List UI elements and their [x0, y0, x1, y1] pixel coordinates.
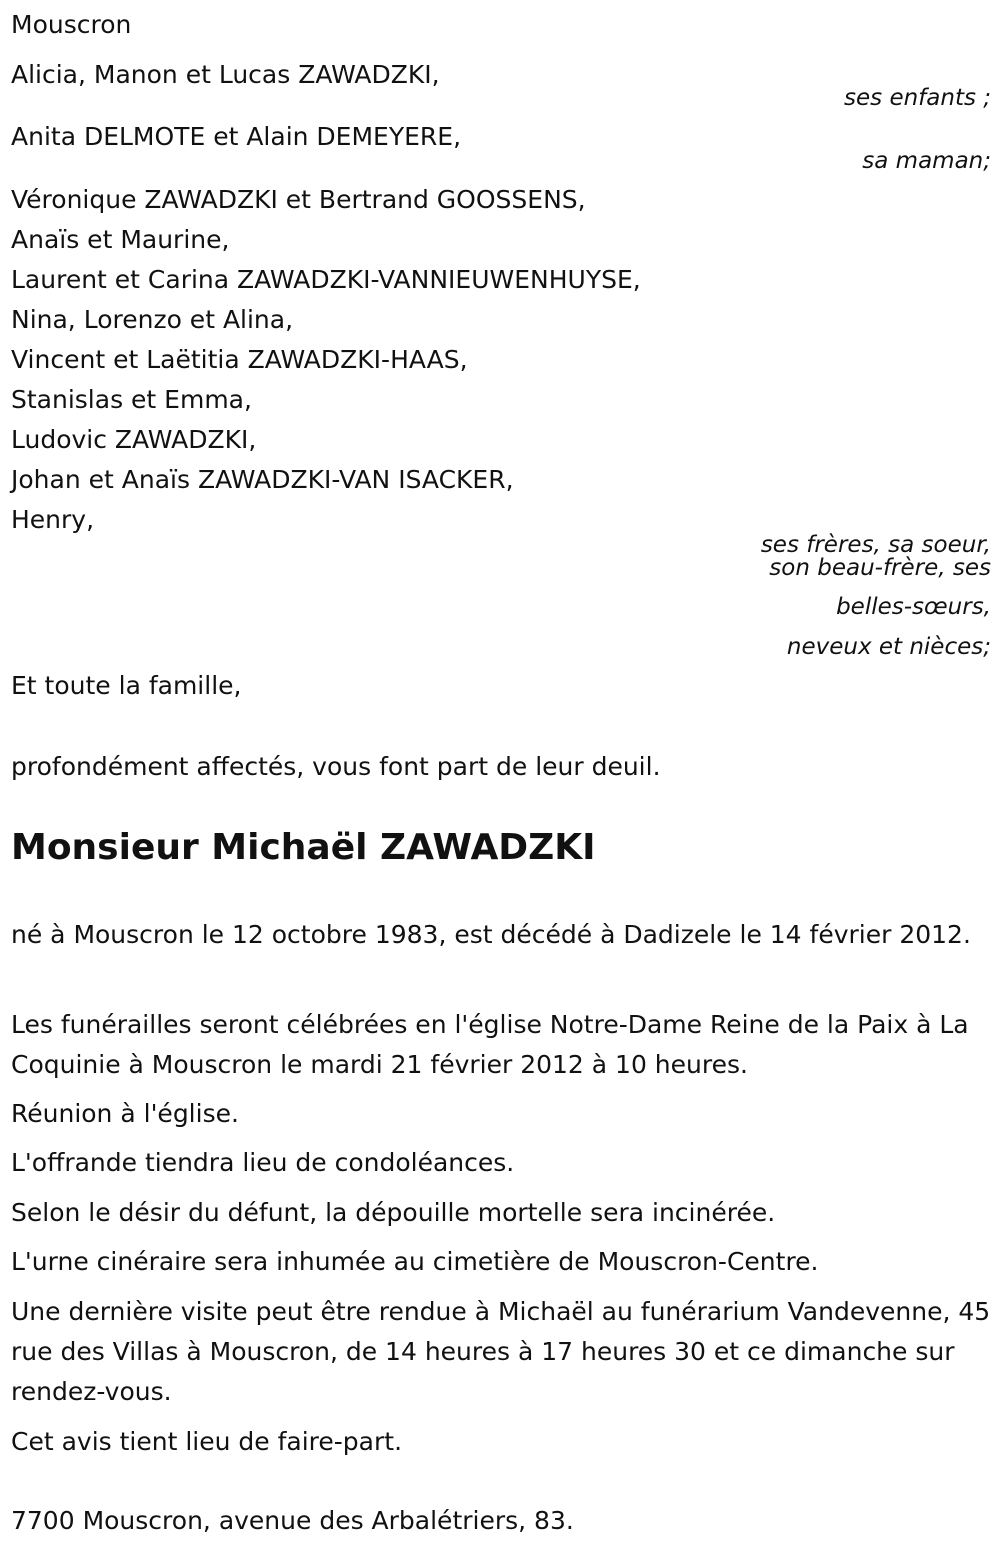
- sibling-line: Johan et Anaïs ZAWADZKI-VAN ISACKER,: [11, 465, 514, 494]
- children-names: Alicia, Manon et Lucas ZAWADZKI,: [11, 60, 440, 89]
- sibling-line: Vincent et Laëtitia ZAWADZKI-HAAS,: [11, 345, 468, 374]
- sibling-line: Laurent et Carina ZAWADZKI-VANNIEUWENHUYSE,: [11, 265, 641, 294]
- siblings-role: son beau-frère, ses: [769, 555, 991, 581]
- sibling-line: Henry,: [11, 505, 95, 534]
- sibling-line: Véronique ZAWADZKI et Bertrand GOOSSENS,: [11, 185, 586, 214]
- sibling-line: Anaïs et Maurine,: [11, 225, 230, 254]
- meeting-paragraph: Réunion à l'église.: [11, 1099, 239, 1128]
- visit-paragraph: Une dernière visite peut être rendue à Michaël au funérarium Vandevenne, 45 rue des Villas à Mouscron, de 14 heures à 17 heures 30 et ce dimanche sur rendez-vous.: [11, 1297, 991, 1406]
- sibling-line: Ludovic ZAWADZKI,: [11, 425, 257, 454]
- address-line: 7700 Mouscron, avenue des Arbalétriers, 83.: [11, 1506, 574, 1535]
- offering-paragraph: L'offrande tiendra lieu de condoléances.: [11, 1148, 515, 1177]
- deceased-name: Monsieur Michaël ZAWADZKI: [11, 827, 596, 868]
- siblings-role: ses frères, sa soeur,: [760, 532, 991, 558]
- notice-paragraph: Cet avis tient lieu de faire-part.: [11, 1427, 403, 1456]
- mother-role: sa maman;: [862, 148, 991, 174]
- urn-paragraph: L'urne cinéraire sera inhumée au cimetière de Mouscron-Centre.: [11, 1247, 819, 1276]
- siblings-role: belles-sœurs,: [836, 594, 991, 620]
- funeral-paragraph: Les funérailles seront célébrées en l'église Notre-Dame Reine de la Paix à La Coquinie à Mouscron le mardi 21 février 2012 à 10 heures.: [11, 1010, 969, 1079]
- extended-family: Et toute la famille,: [11, 671, 242, 700]
- birth-death-paragraph: né à Mouscron le 12 octobre 1983, est décédé à Dadizele le 14 février 2012.: [11, 920, 971, 949]
- sibling-line: Stanislas et Emma,: [11, 385, 252, 414]
- mother-names: Anita DELMOTE et Alain DEMEYERE,: [11, 122, 462, 151]
- announcement-text: profondément affectés, vous font part de leur deuil.: [11, 752, 661, 781]
- children-role: ses enfants ;: [844, 85, 991, 111]
- cremation-paragraph: Selon le désir du défunt, la dépouille mortelle sera incinérée.: [11, 1198, 776, 1227]
- sibling-line: Nina, Lorenzo et Alina,: [11, 305, 294, 334]
- siblings-role: neveux et nièces;: [786, 634, 991, 660]
- city-heading: Mouscron: [11, 10, 132, 39]
